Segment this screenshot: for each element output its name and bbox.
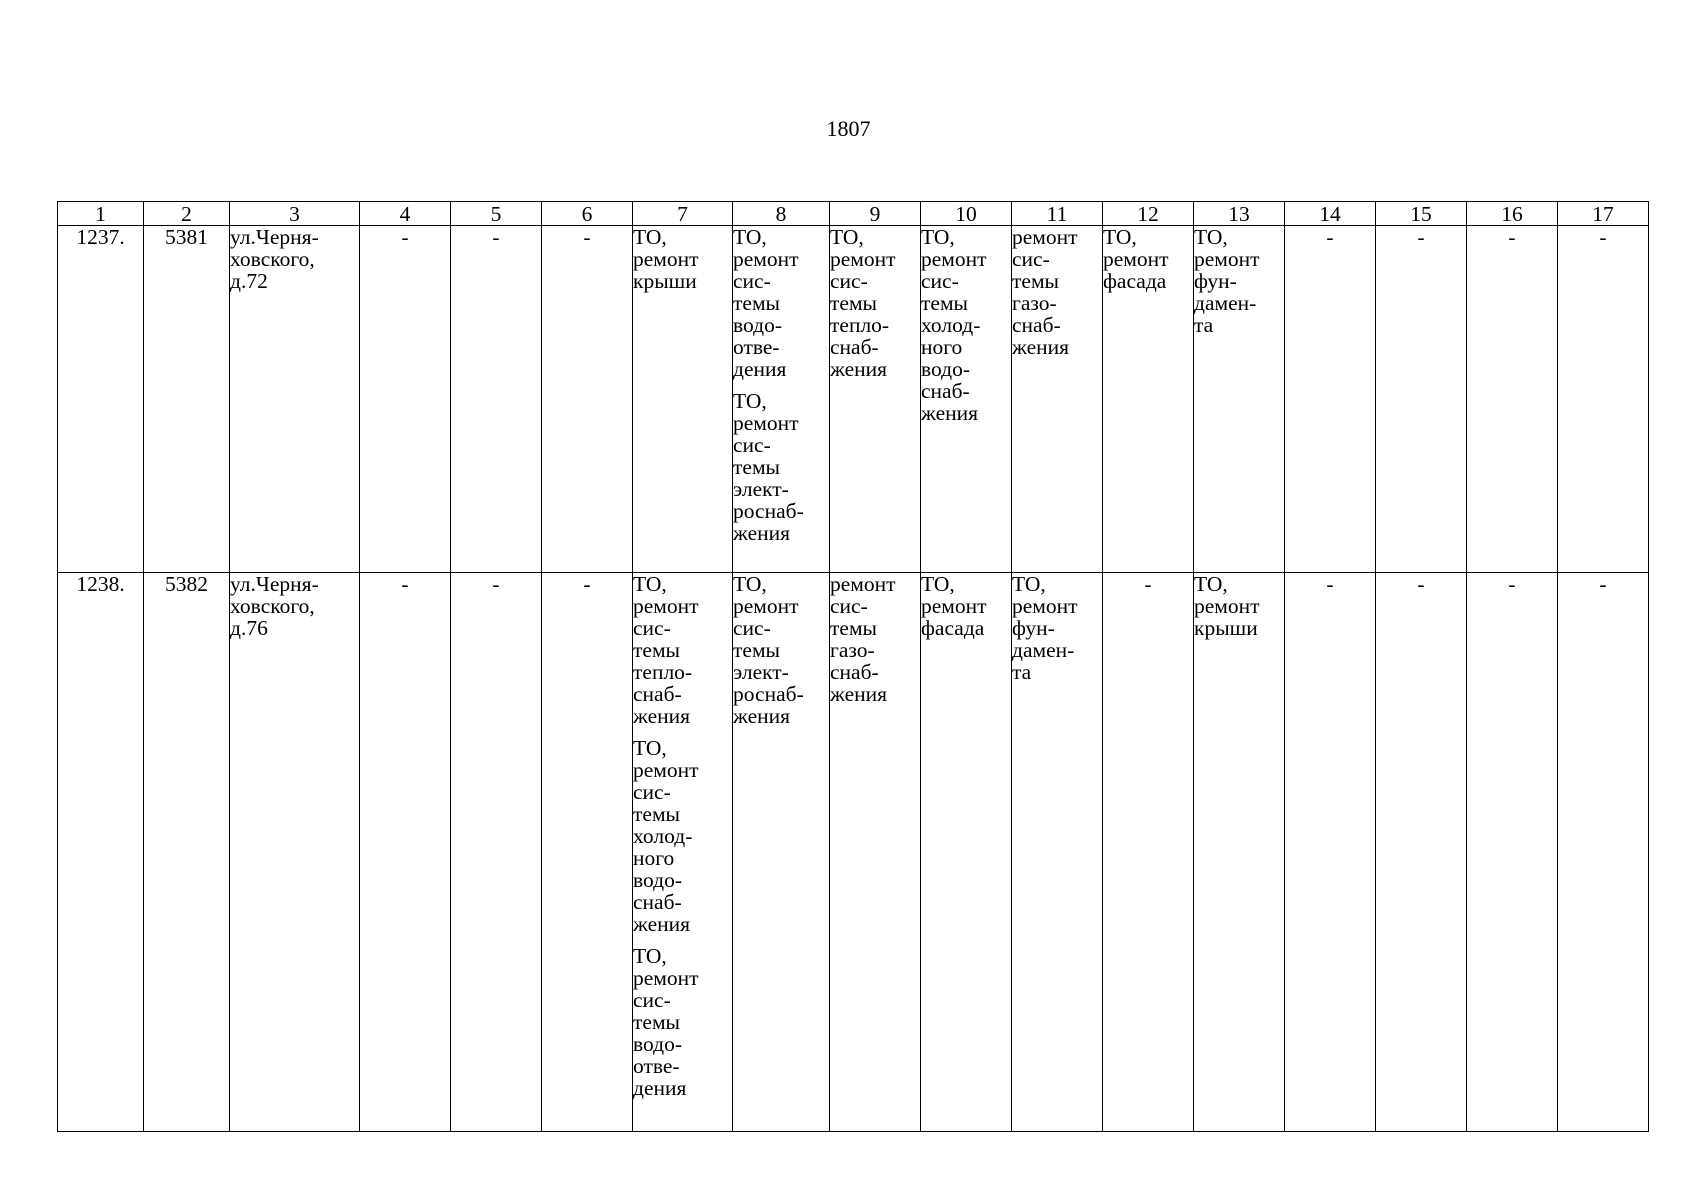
work-entry: ТО, ремонт фасада (1103, 225, 1169, 293)
work-cell-col-10 (921, 573, 1012, 1132)
work-cell-col-11 (1012, 573, 1103, 1132)
work-cell-col-9 (830, 573, 921, 1132)
object-code: 5381 (165, 225, 208, 249)
work-cell-col-7 (633, 226, 733, 573)
work-cell-col-12 (1103, 226, 1194, 573)
work-cell-col-14 (1285, 573, 1376, 1132)
empty-dash: - (1599, 225, 1607, 249)
empty-dash: - (401, 572, 409, 596)
work-entry: ТО, ремонт фун- дамен- та (1012, 572, 1078, 684)
row-number-cell (58, 573, 144, 1132)
column-number: 7 (633, 202, 733, 226)
work-cell-col-10 (921, 226, 1012, 573)
column-number: 14 (1285, 202, 1376, 226)
work-cell-col-17 (1558, 226, 1649, 573)
work-cell-col-6 (542, 226, 633, 573)
object-code-cell (144, 226, 230, 573)
work-cell-col-4 (360, 573, 451, 1132)
work-entry: ТО, ремонт крыши (1194, 572, 1260, 640)
address-cell (230, 573, 360, 1132)
work-cell-col-6 (542, 573, 633, 1132)
work-entry: ТО, ремонт сис- темы элект- роснаб- жения (733, 572, 804, 728)
address-cell (230, 226, 360, 573)
work-cell-col-13 (1194, 573, 1285, 1132)
empty-dash: - (1417, 225, 1425, 249)
work-entry: ремонт сис- темы газо- снаб- жения (1012, 225, 1078, 359)
work-entry: ТО, ремонт сис- темы холод- ного водо- снаб- жения (921, 225, 987, 425)
work-cell-col-11 (1012, 226, 1103, 573)
table-row (58, 226, 1649, 573)
work-cell-col-12 (1103, 573, 1194, 1132)
repair-schedule-table (57, 201, 1649, 1132)
column-number: 9 (830, 202, 921, 226)
work-cell-col-13 (1194, 226, 1285, 573)
work-entry: ТО, ремонт сис- темы водо- отве- дения (733, 225, 799, 381)
column-number: 16 (1467, 202, 1558, 226)
column-number: 4 (360, 202, 451, 226)
column-number: 1 (58, 202, 144, 226)
work-cell-col-5 (451, 226, 542, 573)
work-cell-col-14 (1285, 226, 1376, 573)
work-cell-col-9 (830, 226, 921, 573)
empty-dash: - (583, 572, 591, 596)
empty-dash: - (1508, 572, 1516, 596)
work-entry: ТО, ремонт сис- темы водо- отве- дения (633, 944, 699, 1100)
work-entry: ТО, ремонт фун- дамен- та (1194, 225, 1260, 337)
column-number: 3 (230, 202, 360, 226)
empty-dash: - (1417, 572, 1425, 596)
table-row (58, 573, 1649, 1132)
work-cell-col-16 (1467, 226, 1558, 573)
empty-dash: - (492, 225, 500, 249)
work-entry: ТО, ремонт сис- темы элект- роснаб- жения (733, 389, 804, 545)
row-number: 1237. (76, 225, 125, 249)
column-number: 6 (542, 202, 633, 226)
work-entry: ТО, ремонт сис- темы тепло- снаб- жения (633, 572, 699, 728)
work-cell-col-17 (1558, 573, 1649, 1132)
row-number: 1238. (76, 572, 125, 596)
column-number: 10 (921, 202, 1012, 226)
column-number: 17 (1558, 202, 1649, 226)
work-entry: ТО, ремонт фасада (921, 572, 987, 640)
work-entry: ремонт сис- темы газо- снаб- жения (830, 572, 896, 706)
object-code: 5382 (165, 572, 208, 596)
column-number-row (58, 202, 1649, 226)
column-number: 2 (144, 202, 230, 226)
work-cell-col-15 (1376, 226, 1467, 573)
table-body (58, 226, 1649, 1132)
row-number-cell (58, 226, 144, 573)
work-cell-col-5 (451, 573, 542, 1132)
empty-dash: - (1144, 572, 1152, 596)
address-text: ул.Черня- ховского, д.72 (230, 225, 319, 293)
work-entry: ТО, ремонт сис- темы тепло- снаб- жения (830, 225, 896, 381)
empty-dash: - (1599, 572, 1607, 596)
page-number: 1807 (826, 116, 871, 141)
work-entry: ТО, ремонт сис- темы холод- ного водо- снаб- жения (633, 736, 699, 936)
work-cell-col-7 (633, 573, 733, 1132)
work-cell-col-8 (733, 226, 830, 573)
column-number: 11 (1012, 202, 1103, 226)
object-code-cell (144, 573, 230, 1132)
column-number: 12 (1103, 202, 1194, 226)
empty-dash: - (583, 225, 591, 249)
work-cell-col-8 (733, 573, 830, 1132)
column-number: 8 (733, 202, 830, 226)
empty-dash: - (1326, 225, 1334, 249)
address-text: ул.Черня- ховского, д.76 (230, 572, 319, 640)
empty-dash: - (401, 225, 409, 249)
empty-dash: - (492, 572, 500, 596)
work-entry: ТО, ремонт крыши (633, 225, 699, 293)
empty-dash: - (1508, 225, 1516, 249)
work-cell-col-16 (1467, 573, 1558, 1132)
work-cell-col-15 (1376, 573, 1467, 1132)
work-cell-col-4 (360, 226, 451, 573)
column-number: 5 (451, 202, 542, 226)
column-number: 15 (1376, 202, 1467, 226)
column-number: 13 (1194, 202, 1285, 226)
empty-dash: - (1326, 572, 1334, 596)
